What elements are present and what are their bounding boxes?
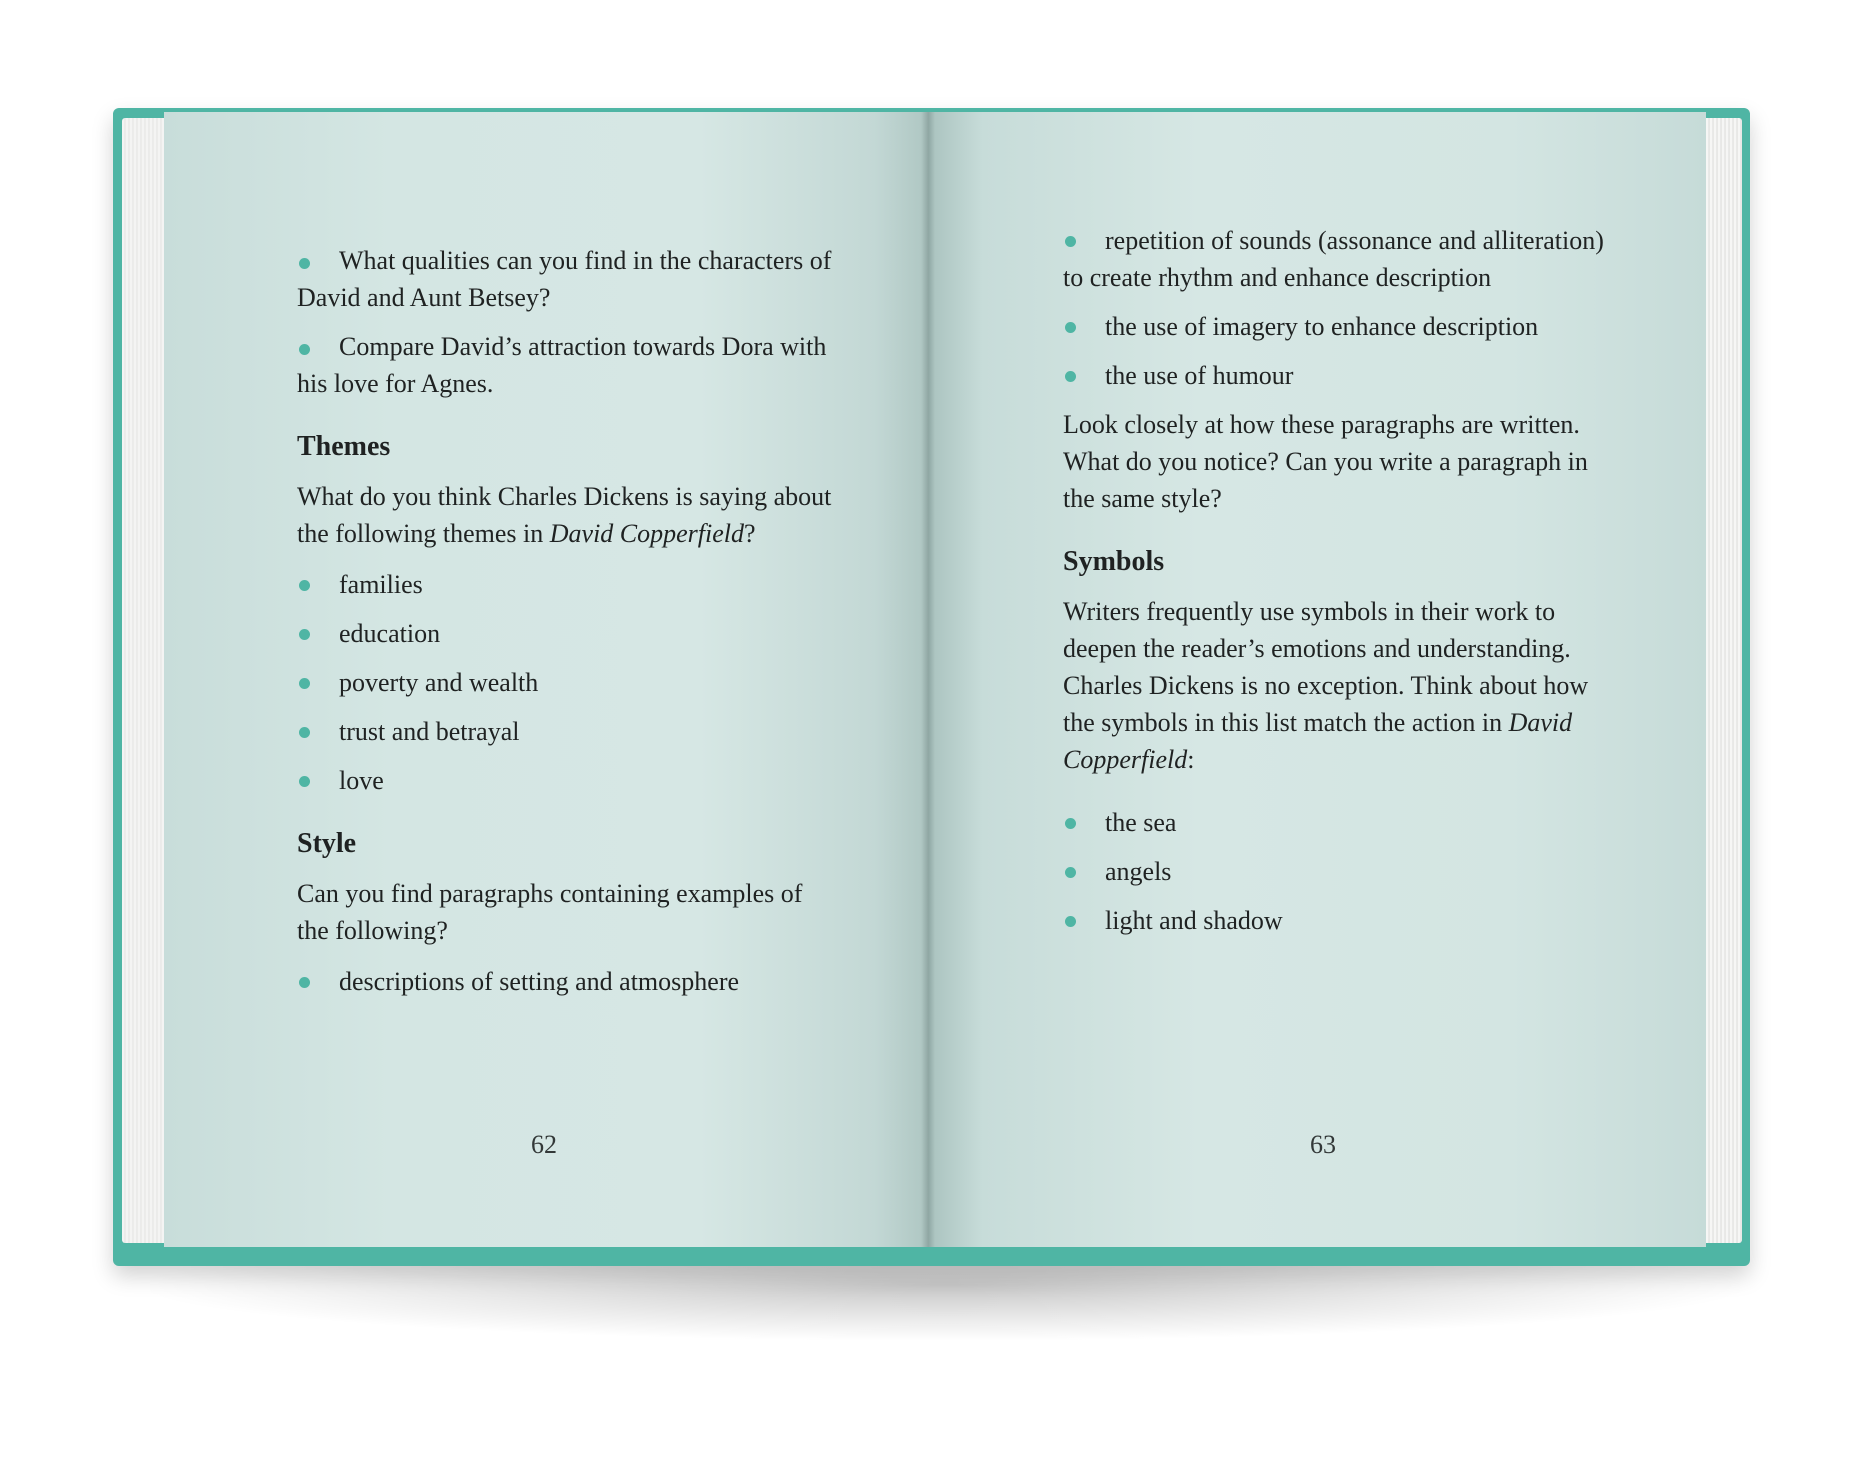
themes-intro-punct: ? [744,519,756,548]
themes-list [297,566,837,799]
list-item [1063,902,1623,939]
left-page [164,112,928,1247]
symbols-intro-text: Writers frequently use symbols in their work to deepen the reader’s emotions and understanding. Charles Dickens is no exception. Think about how the symbols in this list match the action in [1063,597,1589,737]
right-page-content [1063,222,1623,951]
bullet-icon [1065,322,1076,333]
symbols-intro [1063,593,1623,778]
list-item [1063,308,1623,345]
bullet-icon [299,727,310,738]
list-item [297,762,837,799]
question-bullet [297,242,837,316]
list-item-text: the use of imagery to enhance description [1105,312,1539,341]
bullet-icon [299,977,310,988]
bullet-icon [299,344,310,355]
list-item-text: the use of humour [1105,361,1294,390]
list-item-text: poverty and wealth [339,668,539,697]
list-item-text: repetition of sounds (assonance and alliteration) to create rhythm and enhance description [1063,226,1604,292]
question-text: What qualities can you find in the characters of David and Aunt Betsey? [297,246,832,312]
list-item [1063,853,1623,890]
list-item [1063,222,1623,296]
list-item-text: the sea [1105,808,1177,837]
book-title: David Copperfield [549,519,745,548]
style-list [297,963,837,1000]
list-item-text: angels [1105,857,1172,886]
list-item [1063,357,1623,394]
bullet-icon [299,258,310,269]
style-list-continued [1063,222,1623,394]
left-page-content [297,242,837,1012]
symbols-heading: Symbols [1063,546,1165,577]
list-item [297,963,837,1000]
themes-intro [297,478,837,552]
bullet-icon [299,629,310,640]
themes-heading: Themes [297,431,391,462]
style-intro: Can you find paragraphs containing examples of the following? [297,879,803,945]
list-item [297,566,837,603]
page-number: 63 [1310,1130,1336,1159]
list-item [297,713,837,750]
list-item-text: love [339,766,384,795]
list-item [297,615,837,652]
symbols-list [1063,804,1623,939]
question-bullet [297,328,837,402]
page-number: 62 [531,1130,557,1159]
list-item-text: trust and betrayal [339,717,520,746]
bullet-icon [299,776,310,787]
bullet-icon [1065,867,1076,878]
list-item-text: descriptions of setting and atmosphere [339,967,740,996]
list-item-text: families [339,570,423,599]
bullet-icon [1065,916,1076,927]
book-gutter [921,112,935,1247]
list-item [297,664,837,701]
style-outro: Look closely at how these paragraphs are written. What do you notice? Can you write a paragraph in the same style? [1063,410,1588,513]
symbols-intro-punct: : [1187,745,1195,774]
themes-intro-text: What do you think Charles Dickens is saying about the following themes in [297,482,832,548]
bullet-icon [1065,818,1076,829]
bullet-icon [1065,371,1076,382]
bullet-icon [299,580,310,591]
style-heading: Style [297,828,357,859]
bullet-icon [1065,236,1076,247]
list-item-text: light and shadow [1105,906,1283,935]
right-page [928,112,1706,1247]
question-text: Compare David’s attraction towards Dora with his love for Agnes. [297,332,827,398]
bullet-icon [299,678,310,689]
list-item-text: education [339,619,441,648]
list-item [1063,804,1623,841]
book-title: David Copperfield [1063,708,1573,774]
